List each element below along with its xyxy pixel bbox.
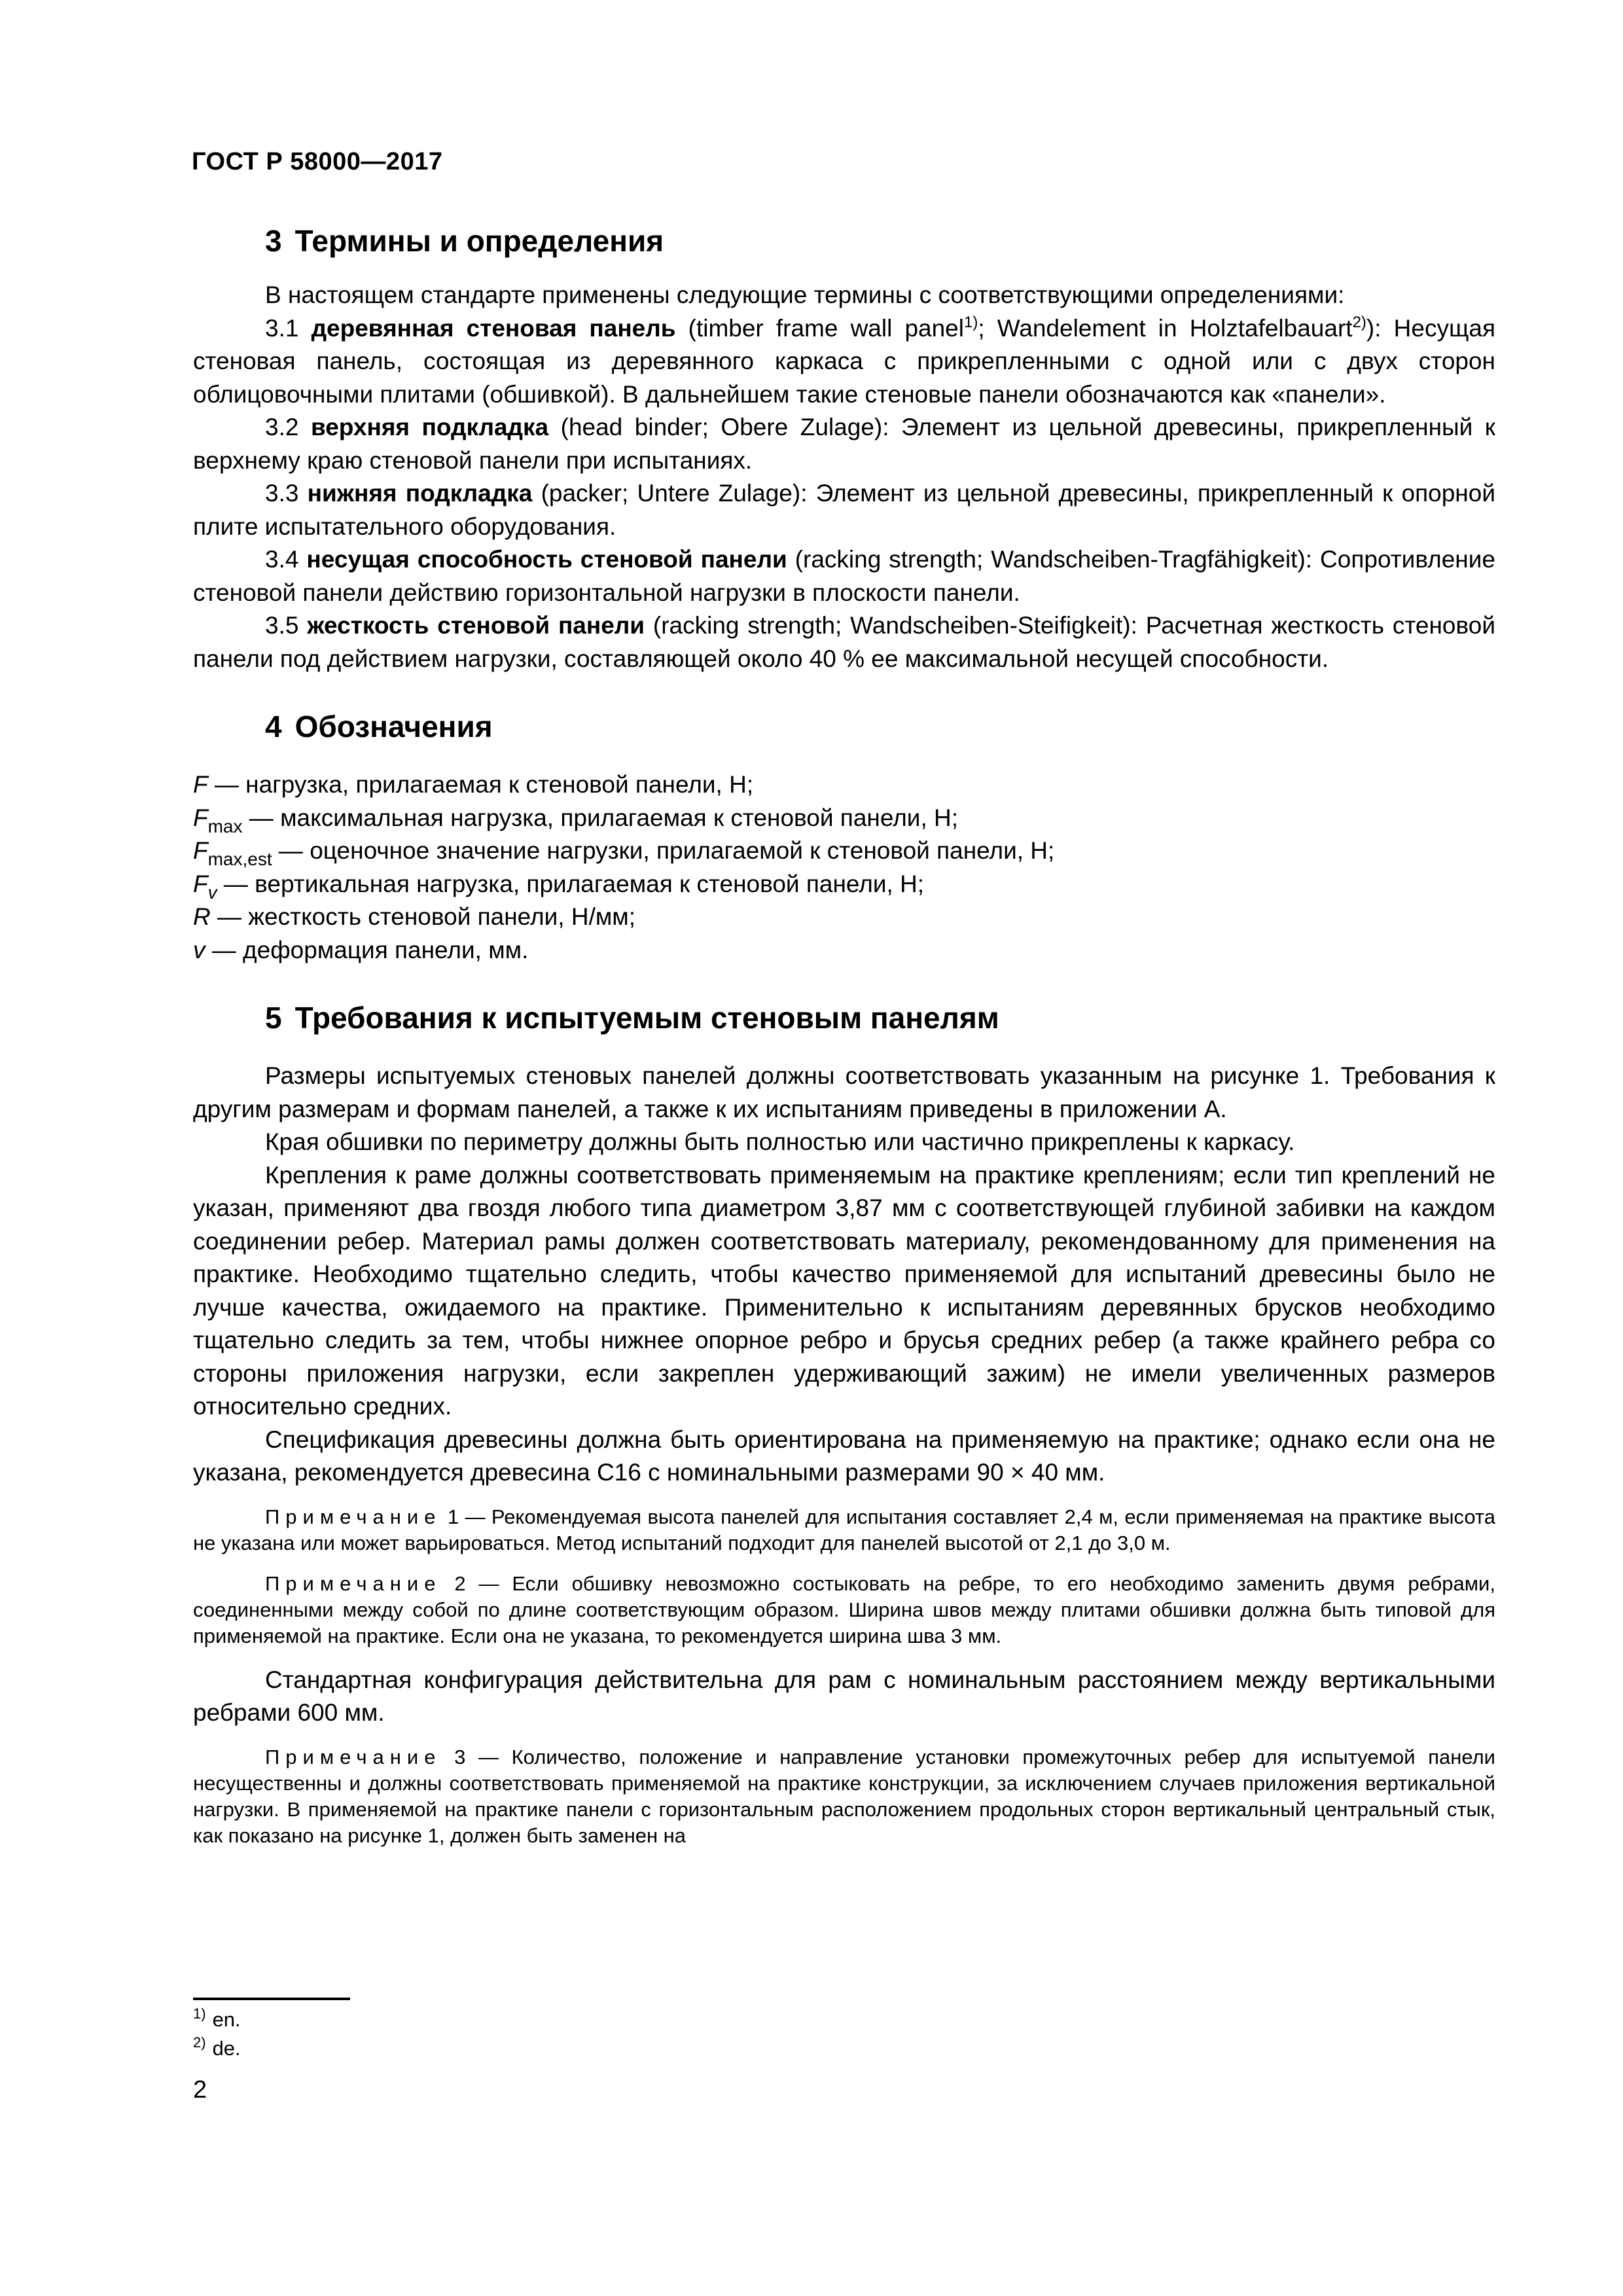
symbol: F <box>193 771 208 798</box>
section-title: Требования к испытуемым стеновым панелям <box>294 1001 999 1035</box>
note-number: 1 — <box>441 1505 491 1528</box>
symbol: F <box>193 804 208 831</box>
symbol-line <box>193 901 1495 934</box>
term-name: жесткость стеновой панели <box>307 612 645 639</box>
paragraph: Стандартная конфигурация действительна для рам с номинальным расстоянием между вертикальными ребрами 600 мм. <box>193 1666 1495 1726</box>
footnote-text: de. <box>212 2037 241 2060</box>
symbol-line <box>193 934 1495 967</box>
note-text: Если обшивку невозможно состыковать на ребре, то его необходимо заменить двумя ребрами, соединенными между собой по длине соответствующим образом. Ширина швов между плитами обшивки должна быть типовой для применяемой на практике. Если она не указана, то рекомендуется ширина шва 3 мм. <box>193 1571 1495 1647</box>
symbol-description: — деформация панели, мм. <box>205 936 529 963</box>
term-definition: Несущая стеновая панель, состоящая из деревянного каркаса с прикрепленными с одной или с двух сторон облицовочными плитами (обшивкой). В дальнейшем такие стеновые панели обозначаются как «панели». <box>193 314 1495 408</box>
symbol: v <box>193 936 205 963</box>
symbol-description: — оценочное значение нагрузки, прилагаемой к стеновой панели, Н; <box>272 837 1055 864</box>
paragraph: Края обшивки по периметру должны быть полностью или частично прикреплены к каркасу. <box>265 1128 1295 1155</box>
note-1 <box>193 1504 1495 1556</box>
note-label: Примечание <box>265 1571 442 1595</box>
footnote-divider <box>193 1998 350 2000</box>
section-number: 4 <box>265 709 282 744</box>
note-2 <box>193 1571 1495 1649</box>
symbol-subscript: max <box>207 816 243 836</box>
term-definition: (racking strength; Wandscheiben-Tragfähigkeit): Сопротивление стеновой панели действию горизонтальной нагрузки в плоскости панели. <box>193 546 1495 606</box>
footnote <box>193 2034 241 2063</box>
paragraph: Спецификация древесины должна быть ориентирована на применяемую на практике; однако если она не указана, рекомендуется древесина С16 с номинальными размерами 90 × 40 мм. <box>193 1426 1495 1486</box>
footnote-ref: 2) <box>1352 313 1366 331</box>
symbol: F <box>193 837 208 864</box>
section-number: 3 <box>265 224 282 258</box>
document-header: ГОСТ Р 58000—2017 <box>192 148 443 175</box>
symbol-description: — вертикальная нагрузка, прилагаемая к стеновой панели, Н; <box>217 870 925 897</box>
term-3-4 <box>193 543 1495 609</box>
term-3-2 <box>193 411 1495 477</box>
term-number: 3.1 <box>265 314 299 342</box>
page-number: 2 <box>193 2076 207 2104</box>
note-text: Рекомендуемая высота панелей для испытания составляет 2,4 м, если применяемая на практике высота не указана или может варьироваться. Метод испытаний подходит для панелей высотой от 2,1 до 3,0 м. <box>193 1505 1495 1554</box>
term-definition: (packer; Untere Zulage): Элемент из цельной древесины, прикрепленный к опорной плите испытательного оборудования. <box>193 480 1495 540</box>
term-translation: ; Wandelement in Holztafelbauart <box>978 314 1353 342</box>
symbol-description: — максимальная нагрузка, прилагаемая к стеновой панели, Н; <box>242 804 959 831</box>
symbol-description: — жесткость стеновой панели, Н/мм; <box>210 903 636 930</box>
section-number: 5 <box>265 1001 282 1035</box>
term-translation: (timber frame wall panel <box>675 314 964 342</box>
note-number: 3 — <box>441 1745 512 1768</box>
symbol: F <box>193 870 208 897</box>
term-number: 3.2 <box>265 414 299 440</box>
term-3-5 <box>193 609 1495 675</box>
paragraph: Крепления к раме должны соответствовать применяемым на практике креплениям; если тип креплений не указан, применяют два гвоздя любого типа диаметром 3,87 мм с соответствующей глубиной забивки на каждом соединении ребер. Материал рамы должен соответствовать материалу, рекомендованному для применения на практике. Необходимо тщательно следить, чтобы качество применяемой для испытаний древесины было не лучше качества, ожидаемого на практике. Применительно к испытаниям деревянных брусков необходимо тщательно следить за тем, чтобы нижнее опорное ребро и брусья средних ребер (а также крайнего ребра со стороны приложения нагрузки, если закреплен удерживающий зажим) не имели увеличенных размеров относительно средних. <box>193 1161 1495 1420</box>
term-definition: (head binder; Obere Zulage): Элемент из цельной древесины, прикрепленный к верхнему краю стеновой панели при испытаниях. <box>193 414 1495 474</box>
symbol-line <box>193 768 1495 802</box>
symbol-subscript: max,est <box>207 849 272 869</box>
footnote-mark: 1) <box>193 2005 206 2022</box>
symbol: R <box>193 903 211 930</box>
term-number: 3.3 <box>265 480 299 507</box>
section-3-heading <box>193 223 1495 259</box>
page-body <box>193 223 1495 1863</box>
term-number: 3.5 <box>265 612 299 639</box>
note-label: Примечание <box>265 1505 442 1528</box>
term-definition: (racking strength; Wandscheiben-Steifigkeit): Расчетная жесткость стеновой панели под действием нагрузки, составляющей около 40 % ее максимальной несущей способности. <box>193 612 1495 672</box>
footnote <box>193 2005 241 2034</box>
footnotes <box>193 2005 241 2063</box>
footnote-text: en. <box>212 2008 241 2031</box>
term-name: несущая способность стеновой панели <box>306 546 787 573</box>
note-number: 2 — <box>441 1571 512 1595</box>
footnote-ref: 1) <box>963 313 978 331</box>
section-3-intro: В настоящем стандарте применены следующие термины с соответствующими определениями: <box>265 281 1345 308</box>
term-translation: ): <box>1366 314 1394 342</box>
term-number: 3.4 <box>265 546 299 573</box>
section-title: Обозначения <box>294 709 493 744</box>
symbol-description: — нагрузка, прилагаемая к стеновой панели, Н; <box>207 771 754 798</box>
symbol-subscript <box>208 882 217 903</box>
symbol-subscript-text: v <box>207 882 217 903</box>
term-name: верхняя подкладка <box>310 414 549 440</box>
term-3-3 <box>193 477 1495 543</box>
term-3-1 <box>193 312 1495 412</box>
term-name: нижняя подкладка <box>307 480 533 507</box>
section-title: Термины и определения <box>294 224 664 258</box>
symbol-line <box>193 868 1495 901</box>
symbol-line <box>193 834 1495 868</box>
note-label: Примечание <box>265 1745 442 1768</box>
footnote-mark: 2) <box>193 2034 206 2051</box>
paragraph: Размеры испытуемых стеновых панелей должны соответствовать указанным на рисунке 1. Требования к другим размерам и формам панелей, а также к их испытаниям приведены в приложении А. <box>193 1062 1495 1122</box>
note-3 <box>193 1744 1495 1849</box>
section-5-heading <box>193 999 1495 1036</box>
term-name: деревянная стеновая панель <box>311 314 676 342</box>
note-text: Количество, положение и направление установки промежуточных ребер для испытуемой панели несущественны и должны соответствовать применяемой на практике конструкции, за исключением случаев приложения вертикальной нагрузки. В применяемой на практике панели с горизонтальным расположением продольных сторон вертикальный центральный стык, как показано на рисунке 1, должен быть заменен на <box>193 1745 1495 1847</box>
section-4-heading <box>193 708 1495 745</box>
symbol-line <box>193 802 1495 835</box>
